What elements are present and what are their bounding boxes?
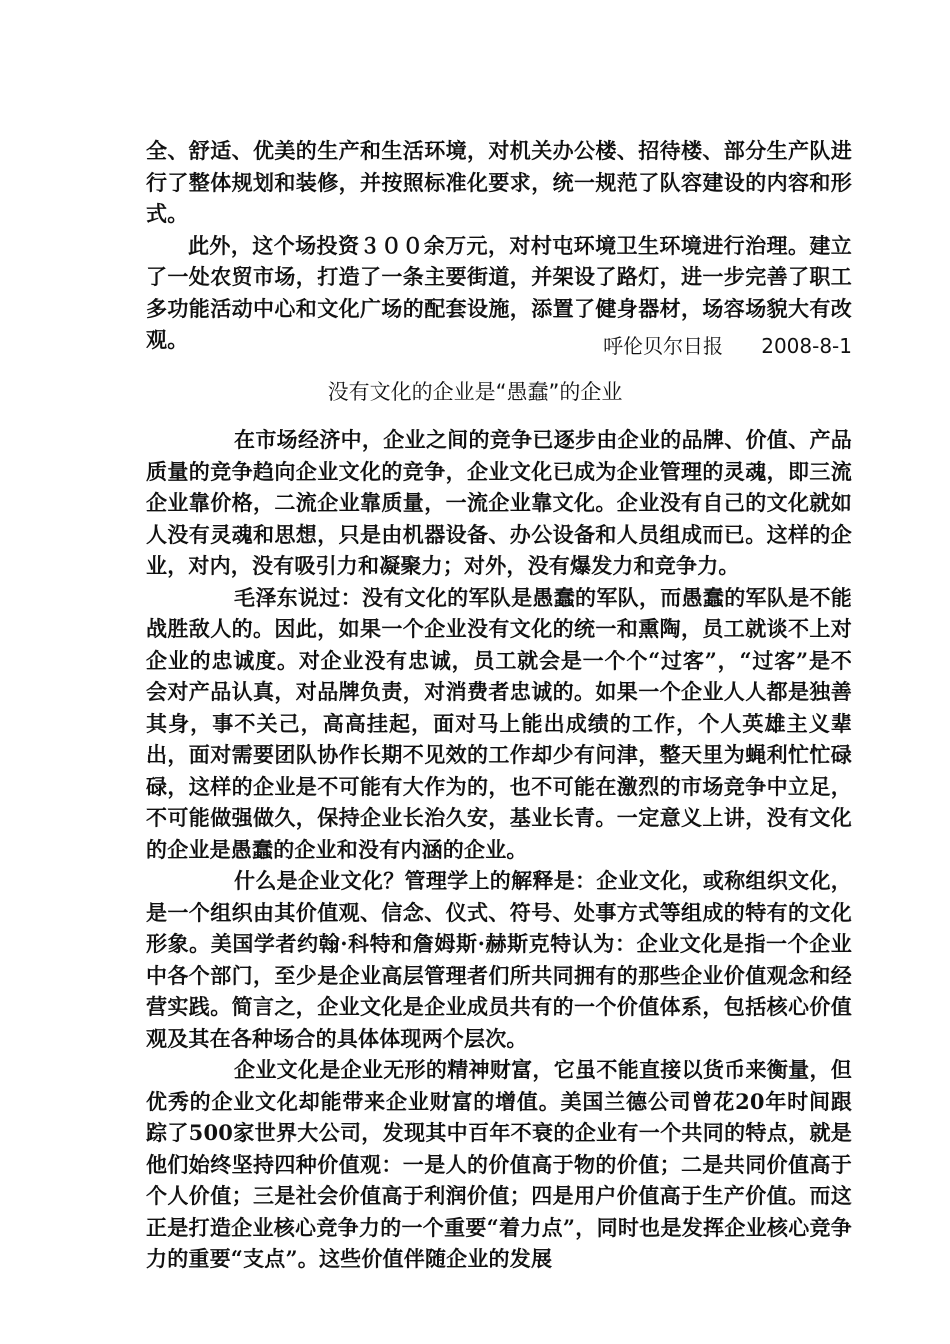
- source-date: 2008-8-1: [761, 334, 852, 358]
- article-source-line: [603, 330, 852, 359]
- article-paragraph-1: 在市场经济中，企业之间的竞争已逐步由企业的品牌、价值、产品质量的竞争趋向企业文化的竞争，企业文化已成为企业管理的灵魂，即三流企业靠价格，二流企业靠质量，一流企业靠文化。企业没有自己的文化就如人没有灵魂和思想，只是由机器设备、办公设备和人员组成而已。这样的企业，对内，没有吸引力和凝聚力；对外，没有爆发力和竞争力。: [146, 427, 852, 578]
- article-paragraph-3: 什么是企业文化？管理学上的解释是：企业文化，或称组织文化，是一个组织由其价值观、信念、仪式、符号、处事方式等组成的特有的文化形象。美国学者约翰·科特和詹姆斯·赫斯克特认为：企业文化是指一个企业中各个部门，至少是企业高层管理者们所共同拥有的那些企业价值观念和经营实践。简言之，企业文化是企业成员共有的一个价值体系，包括核心价值观及其在各种场合的具体体现两个层次。: [146, 868, 852, 1051]
- article-body: [146, 424, 852, 1275]
- article-paragraph-2: 毛泽东说过：没有文化的军队是愚蠢的军队，而愚蠢的军队是不能战胜敌人的。因此，如果一个企业没有文化的统一和熏陶，员工就谈不上对企业的忠诚度。对企业没有忠诚，员工就会是一个个“过客”，“过客”是不会对产品认真，对品牌负责，对消费者忠诚的。如果一个企业人人都是独善其身，事不关己，高高挂起，面对马上能出成绩的工作，个人英雄主义辈出，面对需要团队协作长期不见效的工作却少有问津，整天里为蝇利忙忙碌碌，这样的企业是不可能有大作为的，也不可能在激烈的市场竞争中立足，不可能做强做久，保持企业长治久安，基业长青。一定意义上讲，没有文化的企业是愚蠢的企业和没有内涵的企业。: [146, 584, 852, 862]
- article-title: 没有文化的企业是“愚蠢”的企业: [327, 380, 623, 404]
- source-newspaper: 呼伦贝尔日报: [603, 334, 724, 358]
- previous-article-paragraph-2: 此外，这个场投资３００余万元，对村屯环境卫生环境进行治理。建立了一处农贸市场，打造了一条主要街道，并架设了路灯，进一步完善了职工多功能活动中心和文化广场的配套设施，添置了健身器材，场容场貌大有改观。: [146, 232, 852, 352]
- article-paragraph-4: 企业文化是企业无形的精神财富，它虽不能直接以货币来衡量，但优秀的企业文化却能带来企业财富的增值。美国兰德公司曾花20年时间跟踪了500家世界大公司，发现其中百年不衰的企业有一个共同的特点，就是他们始终坚持四种价值观：一是人的价值高于物的价值；二是共同价值高于个人价值；三是社会价值高于利润价值；四是用户价值高于生产价值。而这正是打造企业核心竞争力的一个重要“着力点”，同时也是发挥企业核心竞争力的重要“支点”。这些价值伴随企业的发展: [146, 1057, 852, 1271]
- previous-article-text: [146, 135, 852, 356]
- previous-article-paragraph-1: 全、舒适、优美的生产和生活环境，对机关办公楼、招待楼、部分生产队进行了整体规划和装修，并按照标准化要求，统一规范了队容建设的内容和形式。: [146, 138, 852, 226]
